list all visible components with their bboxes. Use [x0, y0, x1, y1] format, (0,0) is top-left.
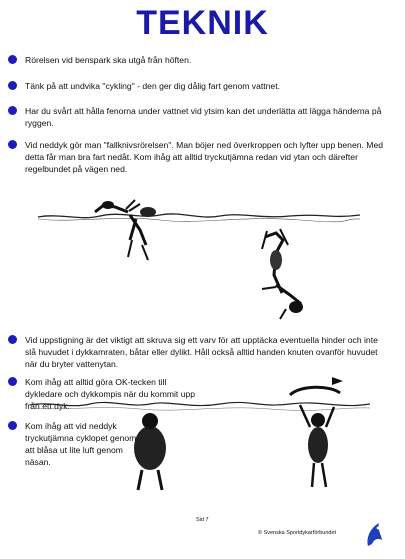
page-title: TEKNIK — [136, 4, 269, 42]
bullet-item — [8, 54, 398, 68]
bullet-item — [8, 139, 398, 179]
bullet-dot — [8, 55, 17, 64]
bullet-text: Har du svårt att hålla fenorna under vattnet vid ytsim kan det underlätta att lägga händerna på ryggen. — [25, 106, 382, 128]
dolphin-logo — [364, 520, 386, 548]
bullet-text: Vid uppstigning är det viktigt att skruva sig ett varv för att upptäcka eventuella hinder och inte slå huvudet i dykkamraten, båtar eller dylikt. Håll också alltid handen knuten ovanför huvudet när du bryter vattenytan. — [25, 335, 378, 369]
copyright: © Svenska Sportdykarförbundet — [258, 530, 337, 536]
bullet-text: Kom ihåg att vid neddyk tryckutjämna cyklopet genom att blåsa ut lite luft genom näsan. — [25, 421, 137, 467]
bullet-dot — [8, 140, 17, 149]
diver-illustration — [0, 185, 405, 335]
bullet-item — [8, 420, 148, 480]
bullet-item — [8, 105, 398, 131]
bullet-text: Rörelsen vid benspark ska utgå från höften. — [25, 55, 192, 65]
bullet-item — [8, 80, 398, 94]
bullet-text: Tänk på att undvika "cykling" - den ger dig dålig fart genom vattnet. — [25, 81, 280, 91]
page-number: Sid 7 — [196, 517, 209, 523]
bullet-text: Kom ihåg att alltid göra OK-tecken till dykledare och dykkompis när du kommit upp från ett dyk. — [25, 377, 196, 411]
bullet-dot — [8, 81, 17, 90]
bullet-dot — [8, 106, 17, 115]
bullet-dot — [8, 335, 17, 344]
bullet-text: Vid neddyk gör man "fallknivsrörelsen". Man böjer ned överkroppen och lyfter upp benen. Med detta får man bra fart nedåt. Kom ihåg att alltid tryckutjämna redan vid ytan och därefter regelbundet på vägen ned. — [25, 140, 384, 174]
bullet-dot — [8, 421, 17, 430]
